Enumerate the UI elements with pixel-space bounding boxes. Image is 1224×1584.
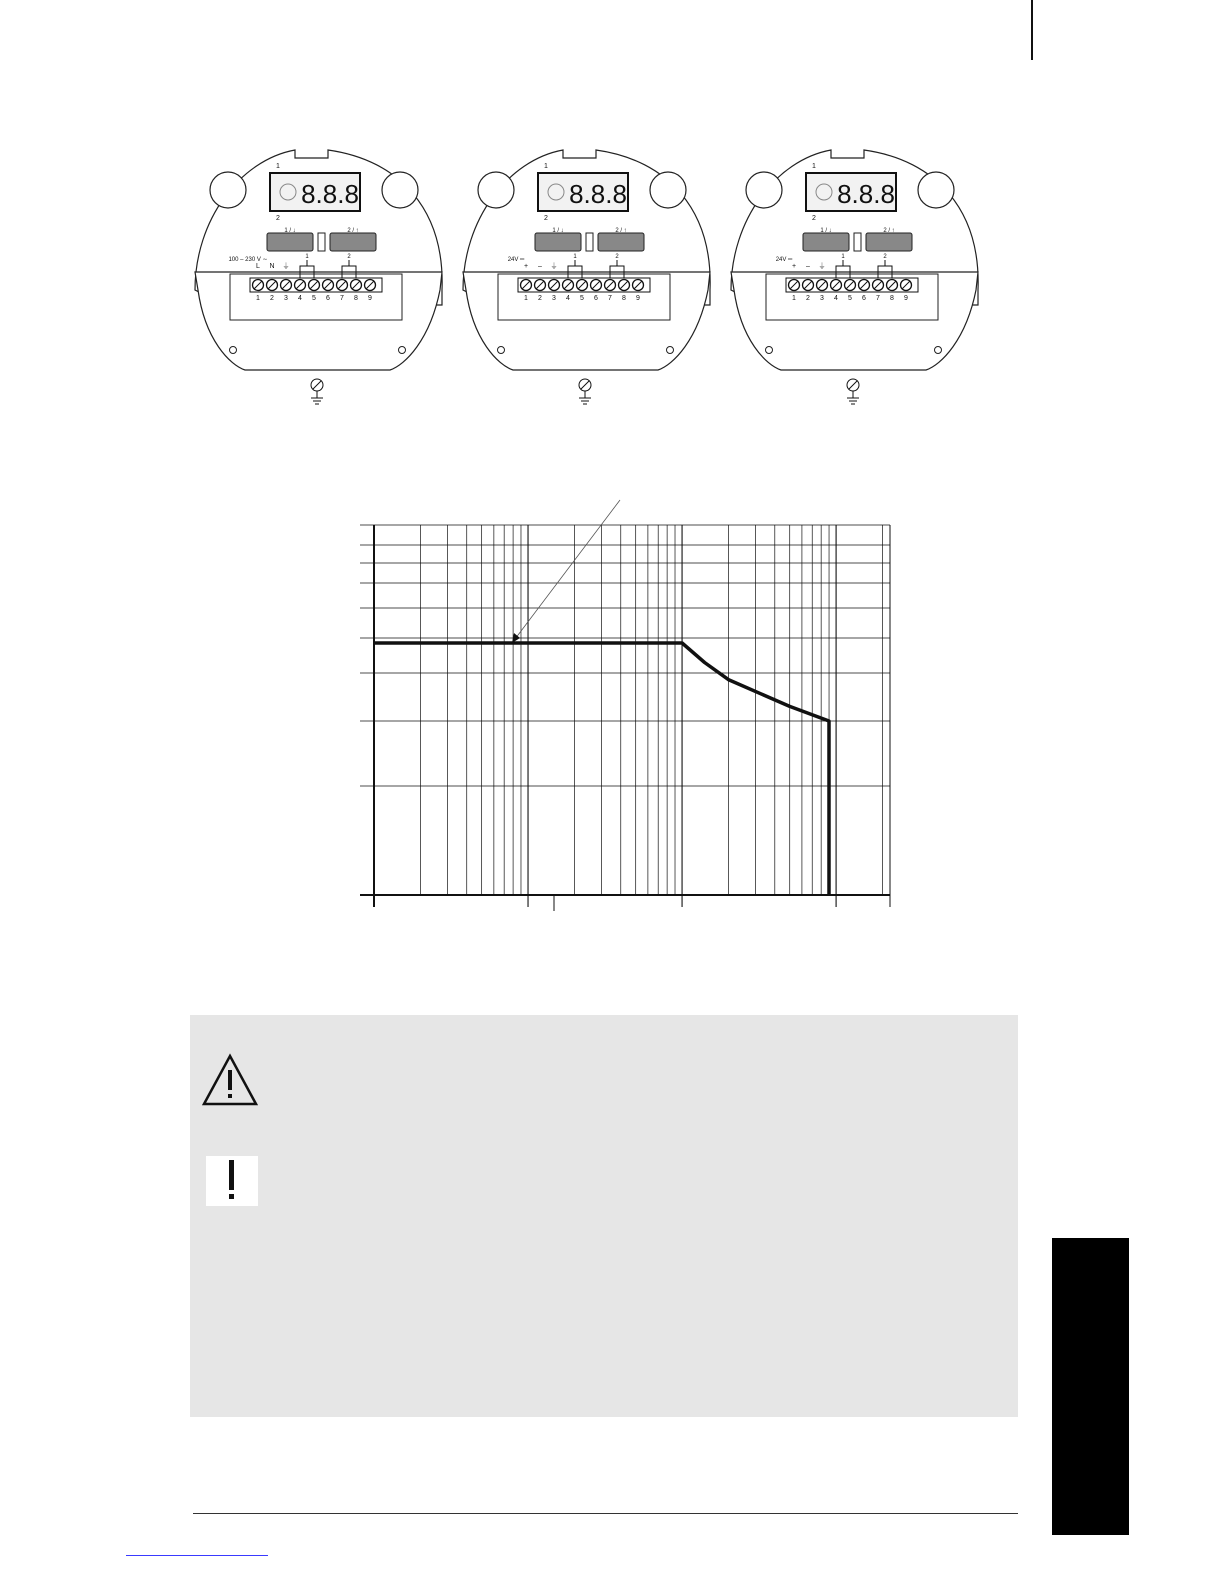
relay-2-contact-label: 2: [883, 254, 887, 260]
pin-label: L: [256, 263, 260, 270]
terminal-number: 5: [848, 295, 852, 302]
earth-icon: [847, 379, 859, 404]
relay-1-contact-label: 1: [841, 254, 845, 260]
lcd-digits: 8.8.8: [301, 179, 359, 209]
terminal-panels: [190, 140, 990, 410]
terminal-number: 7: [608, 295, 612, 302]
earth-icon: [579, 379, 591, 404]
terminal-number: 7: [340, 295, 344, 302]
key-1-label: 1 / ↓: [552, 228, 564, 234]
terminal-panel: [463, 150, 710, 404]
terminal-number: 8: [890, 295, 894, 302]
safety-notice-box: [190, 1015, 1018, 1417]
terminal-number: 1: [524, 295, 528, 302]
earth-icon: [311, 379, 323, 404]
terminal-number: 5: [312, 295, 316, 302]
terminal-number: 4: [298, 295, 302, 302]
key-1-label: 1 / ↓: [820, 228, 832, 234]
supply-label: 24V ═: [507, 257, 525, 263]
terminal-number: 6: [594, 295, 598, 302]
pin-label: ⏚: [282, 263, 290, 270]
terminal-number: 9: [636, 295, 640, 302]
derating-chart: [350, 495, 910, 920]
section-tab: [1052, 1238, 1129, 1535]
mounting-notch: [918, 172, 954, 208]
key-divider: [586, 233, 593, 251]
key-2: [330, 233, 376, 251]
relay-2-contact-label: 2: [347, 254, 351, 260]
pin-label: –: [806, 263, 810, 270]
key-2: [598, 233, 644, 251]
terminal-number: 9: [368, 295, 372, 302]
terminal-number: 4: [834, 295, 838, 302]
terminal-number: 4: [566, 295, 570, 302]
relay-1-label: 1: [812, 163, 816, 170]
footer-rule: [193, 1513, 1018, 1514]
relay-1-contact-label: 1: [305, 254, 309, 260]
terminal-number: 3: [820, 295, 824, 302]
relay-2-label: 2: [276, 215, 280, 222]
mounting-notch: [746, 172, 782, 208]
terminal-number: 3: [284, 295, 288, 302]
terminal-number: 1: [792, 295, 796, 302]
terminal-number: 8: [354, 295, 358, 302]
supply-label: 100 – 230 V ∼: [228, 257, 268, 263]
pin-label: N: [269, 263, 275, 270]
terminal-number: 2: [270, 295, 274, 302]
terminal-number: 3: [552, 295, 556, 302]
key-2-label: 2 / ↑: [615, 228, 627, 234]
mounting-notch: [210, 172, 246, 208]
key-2-label: 2 / ↑: [347, 228, 359, 234]
terminal-number: 5: [580, 295, 584, 302]
key-1: [267, 233, 313, 251]
terminal-number: 2: [806, 295, 810, 302]
mounting-notch: [650, 172, 686, 208]
mounting-notch: [382, 172, 418, 208]
key-divider: [318, 233, 325, 251]
key-1: [803, 233, 849, 251]
pin-label: +: [523, 263, 529, 270]
relay-2-label: 2: [544, 215, 548, 222]
key-2-label: 2 / ↑: [883, 228, 895, 234]
terminal-number: 7: [876, 295, 880, 302]
pin-label: –: [538, 263, 542, 270]
supply-label: 24V ═: [775, 257, 793, 263]
mounting-notch: [478, 172, 514, 208]
chart-grid: [360, 525, 890, 911]
key-2: [866, 233, 912, 251]
warning-triangle-icon: [200, 1052, 260, 1108]
key-1-label: 1 / ↓: [284, 228, 296, 234]
relay-1-contact-label: 1: [573, 254, 577, 260]
terminal-number: 2: [538, 295, 542, 302]
terminal-number: 6: [326, 295, 330, 302]
relay-1-label: 1: [544, 163, 548, 170]
lcd-digits: 8.8.8: [569, 179, 627, 209]
terminal-number: 6: [862, 295, 866, 302]
exclamation-icon: [206, 1156, 258, 1206]
pin-label: ⏚: [818, 263, 826, 270]
terminal-panel: [195, 150, 442, 404]
key-1: [535, 233, 581, 251]
relay-2-contact-label: 2: [615, 254, 619, 260]
margin-rule: [1031, 0, 1033, 60]
key-divider: [854, 233, 861, 251]
pin-label: ⏚: [550, 263, 558, 270]
terminal-panel: [731, 150, 978, 404]
terminal-number: 1: [256, 295, 260, 302]
relay-2-label: 2: [812, 215, 816, 222]
footer-link-underline[interactable]: [126, 1555, 268, 1556]
relay-1-label: 1: [276, 163, 280, 170]
terminal-number: 9: [904, 295, 908, 302]
pin-label: +: [791, 263, 797, 270]
lcd-digits: 8.8.8: [837, 179, 895, 209]
terminal-number: 8: [622, 295, 626, 302]
